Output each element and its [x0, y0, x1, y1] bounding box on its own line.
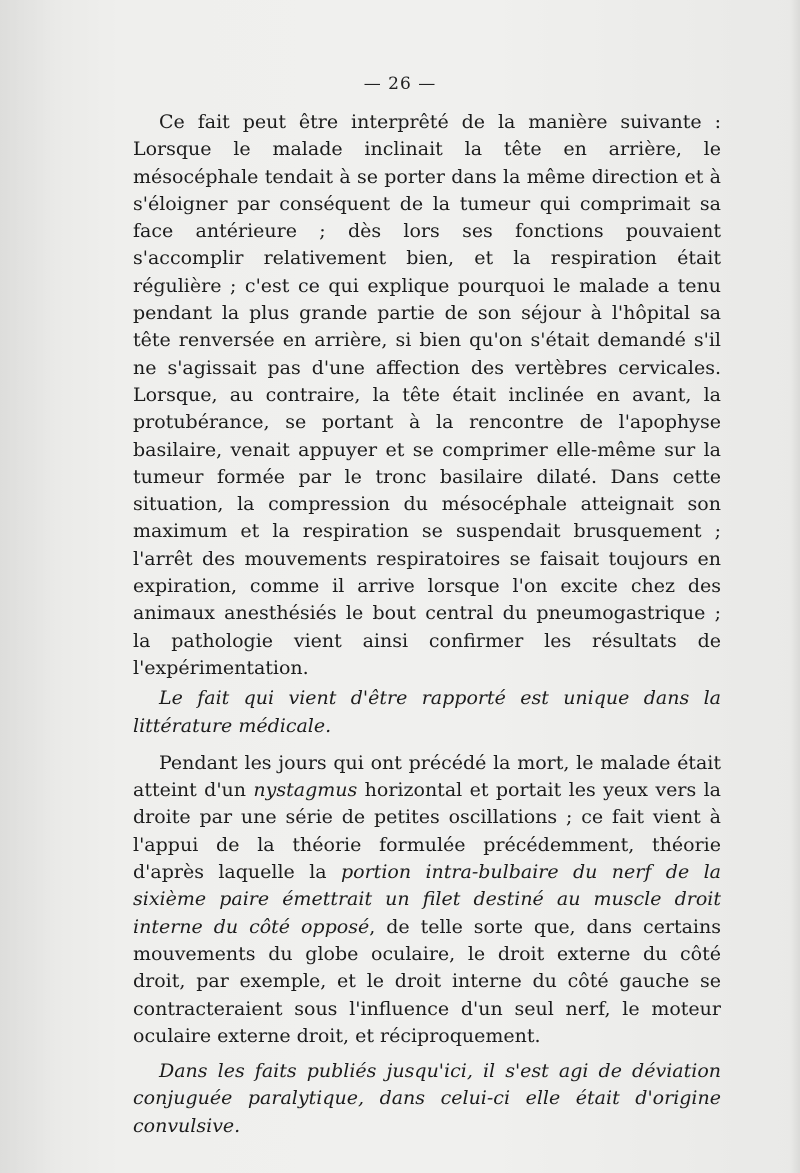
page-shadow-right: [790, 0, 800, 1173]
nystagmus-term: nystagmus: [253, 779, 358, 802]
nystagmus-text-part-2: horizontal et portait les yeux vers la droite par une série de petites oscillations ; ce fait vient à l'appui de la théorie formulée précédemment, théorie d'après laquelle la: [133, 779, 721, 884]
paragraph-nystagmus: [133, 750, 721, 1050]
paragraph-respiration: Ce fait peut être interprêté de la manière suivante : Lorsque le malade inclinait la tête en arrière, le mésocéphale tendait à se porter dans la même direction et à s'éloigner par conséquent de la tumeur qui comprimait sa face antérieure ; dès lors ses fonctions pouvaient s'accomplir relativement bien, et la respiration était régulière ; c'est ce qui explique pourquoi le malade a tenu pendant la plus grande partie de son séjour à l'hôpital sa tête renversée en arrière, si bien qu'on s'était demandé s'il ne s'agissait pas d'une affection des vertèbres cervicales. Lorsque, au contraire, la tête était inclinée en avant, la protubérance, se portant à la rencontre de l'apophyse basilaire, venait appuyer et se comprimer elle-même sur la tumeur formée par le tronc basilaire dilaté. Dans cette situation, la compression du mésocéphale atteignait son maximum et la respiration se suspendait brusquement ; l'arrêt des mouvements respiratoires se faisait toujours en expiration, comme il arrive lorsque l'on excite chez des animaux anesthésiés le bout central du pneumogastrique ; la pathologie vient ainsi confirmer les résultats de l'expérimentation.: [133, 111, 721, 679]
page-number: — 26 —: [363, 74, 437, 94]
paragraph-unique-case: Le fait qui vient d'être rapporté est unique dans la littérature médicale.: [133, 687, 721, 737]
page-shadow-left: [0, 0, 60, 1173]
nystagmus-text-part-1: Pendant les jours qui ont précédé la mort, le malade était atteint d'un: [133, 751, 721, 802]
paragraph-conjugate-deviation: Dans les faits publiés jusqu'ici, il s'est agi de déviation conjuguée paralytique, dans celui-ci elle était d'origine convulsive.: [133, 1060, 721, 1137]
nystagmus-text-part-3: , de telle sorte que, dans certains mouvements du globe oculaire, le droit externe du côté droit, par exemple, et le droit interne du côté gauche se contracteraient sous l'influence d'un seul nerf, le moteur oculaire externe droit, et réciproquement.: [133, 915, 721, 1047]
sixth-nerve-theory: portion intra-bulbaire du nerf de la sixième paire émettrait un filet destiné au muscle droit interne du côté opposé: [133, 861, 722, 938]
body-text: [133, 109, 721, 1140]
